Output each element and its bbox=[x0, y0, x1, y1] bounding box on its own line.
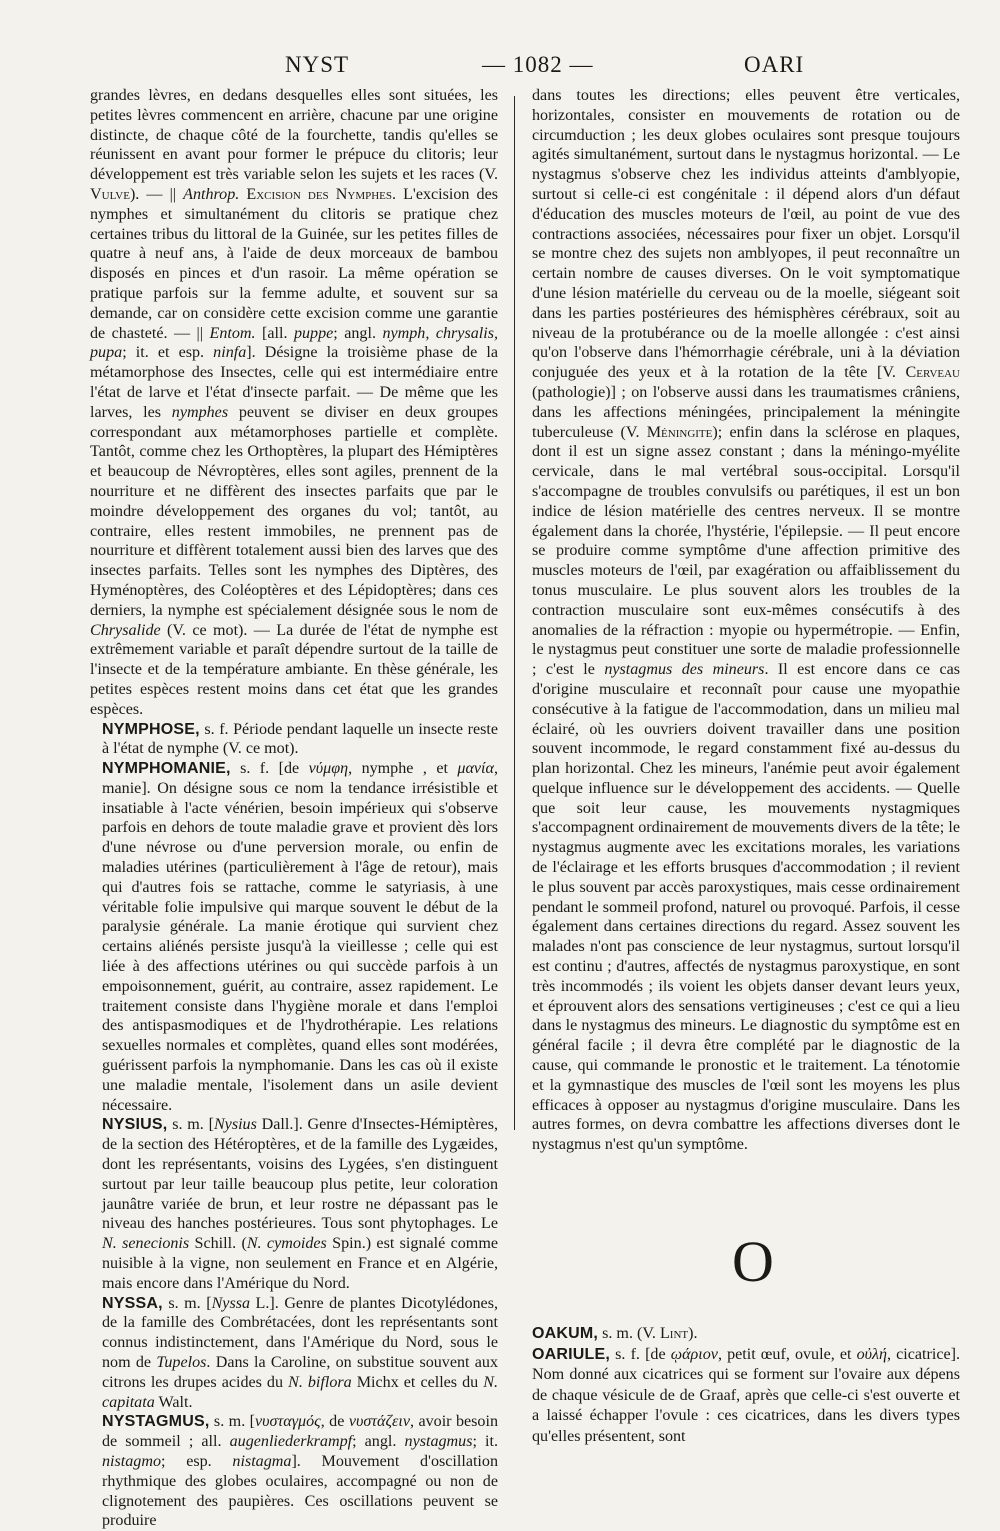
page-number: — 1082 — bbox=[482, 52, 594, 77]
entry-oariule: OARIULE, s. f. [de ῳάριον, petit œuf, ovule, et οὐλή, cicatrice]. Nom donné aux cicatrices qui se forment sur l'ovaire aux dépens de chaque vésicule de de Graaf, après que celle-ci s'est ouverte et a laissé échapper l'ovule : ces cicatrices, dans les divers types qu'elles présentent, sont bbox=[532, 1345, 960, 1445]
entry-nymphomanie: NYMPHOMANIE, s. f. [de νύμφη, nymphe , et μανία, manie]. On désigne sous ce nom la tendance irrésistible et insatiable à l'acte vénérien, besoin impérieux qui s'observe parfois en dehors de toute maladie grave et provient dès lors d'une névrose ou d'une perversion morale, ou enfin de maladies utérines (particulièrement à l'âge de retour), mais qui d'autres fois se rattache, comme le satyriasis, à une véritable folie impulsive qui marque souvent le début de la paralysie générale. La manie érotique qui survient chez certains aliénés persiste jusqu'à la vieillesse ; celle qui est liée à des affections utérines ou qui succède parfois à un empoisonnement, guérit, au contraire, assez rapidement. Le traitement consiste dans l'hygiène morale et dans l'emploi des antispasmodiques et de l'hydrothérapie. Les relations sexuelles normales et complètes, quand elles sont modérées, guérissent parfois la nymphomanie. Dans les cas où il existe une maladie mentale, l'isolement dans un asile devient nécessaire. bbox=[102, 760, 498, 1114]
left-column bbox=[90, 86, 498, 1531]
section-letter-heading: O bbox=[732, 1229, 774, 1294]
entry-oakum: OAKUM, s. m. (V. Lint). bbox=[532, 1325, 698, 1342]
headword-nymphomanie: NYMPHOMANIE, bbox=[102, 760, 231, 778]
headword-nymphose: NYMPHOSE, bbox=[102, 720, 200, 738]
entry-nystagmus: NYSTAGMUS, s. m. [νυσταγμός, de νυστάζειν, avoir besoin de sommeil ; all. augenliederkrampf; angl. nystagmus; it. nistagmo; esp. nistagma]. Mouvement d'oscillation rhythmique des globes oculaires, accompagné ou non de clignotement des paupières. Ces oscillations peuvent se produire bbox=[102, 1413, 499, 1530]
entry-nyssa: NYSSA, s. m. [Nyssa L.]. Genre de plantes Dicotylédones, de la famille des Combrétacées, dont les représentants sont connus indistinctement, dans l'Amérique du Nord, sous le nom de Tupelos. Dans la Caroline, on substitue souvent aux citrons les drupes acides du N. biflora Michx et celles du N. capitata Walt. bbox=[102, 1294, 499, 1411]
entry-nysius: NYSIUS, s. m. [Nysius Dall.]. Genre d'Insectes-Hémiptères, de la section des Hétéroptères, et de la famille des Lygæides, dont les représentants, voisins des Lygées, s'en distinguent surtout par leur taille beaucoup plus petite, leur coloration jaunâtre variée de brun, et leur rostre ne dépassant pas le niveau des hanches postérieures. Tous sont phytophages. Le N. senecionis Schill. (N. cymoides Spin.) est signalé comme nuisible à la vigne, non seulement en France et en Algérie, mais encore dans l'Amérique du Nord. bbox=[102, 1116, 498, 1292]
headword-oariule: OARIULE, bbox=[532, 1345, 611, 1363]
running-head-first-word: NYST bbox=[285, 52, 350, 77]
right-column-lower bbox=[520, 1324, 960, 1447]
headword-nyssa: NYSSA, bbox=[102, 1294, 163, 1312]
running-head-last-word: OARI bbox=[744, 52, 805, 77]
headword-oakum: OAKUM, bbox=[532, 1325, 599, 1342]
column-divider bbox=[514, 96, 515, 1130]
headword-nystagmus: NYSTAGMUS, bbox=[102, 1413, 210, 1431]
headword-nysius: NYSIUS, bbox=[102, 1116, 168, 1134]
right-column bbox=[532, 86, 960, 1155]
entry-nymphose: NYMPHOSE, s. f. Période pendant laquelle un insecte reste à l'état de nymphe (V. ce mot). bbox=[102, 720, 498, 758]
running-head bbox=[0, 52, 1000, 82]
entry-nystagmus-continued: dans toutes les directions; elles peuvent être verticales, horizontales, consister en mouvements de rotation ou de circumduction ; les deux globes oculaires sont presque toujours agités simultanément, surtout dans le nystagmus horizontal. — Le nystagmus s'observe chez les individus atteints d'amblyopie, surtout si celle-ci est congénitale : il dépend alors d'un défaut d'éducation des muscles moteurs de l'œil, au point de vue des contractions associées, nécessaires pour fixer un objet. Lorsqu'il se montre chez des sujets non amblyopes, il peut reconnaître un certain nombre de causes diverses. On le voit symptomatique d'une lésion matérielle du cerveau ou de la moelle, siégeant soit dans les parties postérieures des hémisphères cérébraux, soit au niveau de la protubérance ou de la moelle allongée : c'est ainsi qu'on l'observe dans l'hémorrhagie cérébrale, uni à la déviation conjuguée des yeux et à la rotation de la tête [V. Cerveau (pathologie)] ; on l'observe aussi dans les traumatismes crâniens, dans les affections méningées, principalement la méningite tuberculeuse (V. Méningite); enfin dans la sclérose en plaques, dont il est un signe assez constant ; dans la méningo-myélite cervicale, dans le mal vertébral sous-occipital. Lorsqu'il s'accompagne de troubles convulsifs ou parétiques, il est un bon indice de lésion matérielle des centres nerveux. Il se montre également dans la chorée, l'hystérie, l'épilepsie. — Il peut encore se produire comme symptôme d'une affection primitive des muscles moteurs de l'œil, par exagération ou affaiblissement du tonus musculaire. Le plus souvent alors les troubles de la contraction musculaire sont eux-mêmes consécutifs à des anomalies de la réfraction : myopie ou hypermétropie. — Enfin, le nystagmus peut constituer une sorte de maladie professionnelle ; c'est le nystagmus des mineurs. Il est encore dans ce cas d'origine musculaire et reconnaît pour cause une myopathie consécutive à la fatigue de l'accommodation, dans un milieu mal éclairé, où les ouvriers doivent travailler dans une position souvent incommode, le regard constamment fixé au-dessus du plan horizontal. Chez les mineurs, l'anémie peut avoir également quelque influence sur le développement des accidents. — Quelle que soit leur cause, les mouvements nystagmiques s'accompagnent ordinairement de mouvements divers de la tête; le nystagmus augmente avec les excitations morales, les variations de l'éclairage et les efforts brusques d'accommodation ; il revient le plus souvent par accès paroxystiques, mais cesse ordinairement pendant le sommeil profond, naturel ou provoqué. Parfois, il cesse également dans certaines directions du regard. Assez souvent les malades n'ont pas conscience de leur nystagmus, surtout lorsqu'il est continu ; d'autres, affectés de nystagmus paroxystique, en sont très incommodés ; ils voient les objets danser devant leurs yeux, et éprouvent alors des sensations vertigineuses ; c'est ce qui a lieu dans le nystagmus des mineurs. Le diagnostic du symptôme est en général facile ; il devra être complété par le diagnostic de la cause, qui commande le pronostic et le traitement. La ténotomie et la gymnastique des muscles de l'œil sont les moyens les plus efficaces à opposer au nystagmus d'origine musculaire. Dans les autres formes, on devra combattre les affections diverses dont le nystagmus n'est qu'un symptôme. bbox=[532, 87, 961, 1154]
entry-nymphe-continued: grandes lèvres, en dedans desquelles elles sont situées, les petites lèvres commencent en arrière, chacune par une origine distincte, de chaque côté de la fourchette, tandis qu'elles se réunissent en avant pour former le prépuce du clitoris; leur développement est très variable selon les sujets et les races (V. Vulve). — || Anthrop. Excision des Nymphes. L'excision des nymphes et simultanément du clitoris se pratique chez certaines tribus du littoral de la Guinée, sur les petites filles de quatre à neuf ans, à l'aide de deux morceaux de bambou disposés en pinces et d'un rasoir. La même opération se pratique parfois sur la femme adulte, et souvent sur sa demande, car on considère cette excision comme une garantie de chasteté. — || Entom. [all. puppe; angl. nymph, chrysalis, pupa; it. et esp. ninfa]. Désigne la troisième phase de la métamorphose des Insectes, celle qui est intermédiaire entre l'état de larve et l'état d'insecte parfait. — De même que les larves, les nymphes peuvent se diviser en deux groupes correspondant aux métamorphoses partielle et complète. Tantôt, comme chez les Orthoptères, la plupart des Hémiptères et beaucoup de Névroptères, elles sont agiles, prennent de la nourriture et ne diffèrent des insectes parfaits que par le moindre développement des organes du vol; tantôt, au contraire, elles restent immobiles, ne prennent pas de nourriture et diffèrent totalement aussi bien des larves que des insectes parfaits. Telles sont les nymphes des Diptères, des Hyménoptères, des Coléoptères et des Lépidoptères; dans ces derniers, la nymphe est spécialement désignée sous le nom de Chrysalide (V. ce mot). — La durée de l'état de nymphe est extrêmement variable et paraît dépendre surtout de la taille de l'insecte et de la température ambiante. En thèse générale, les petites espèces restent moins dans cet état que les grandes espèces. bbox=[90, 87, 499, 718]
